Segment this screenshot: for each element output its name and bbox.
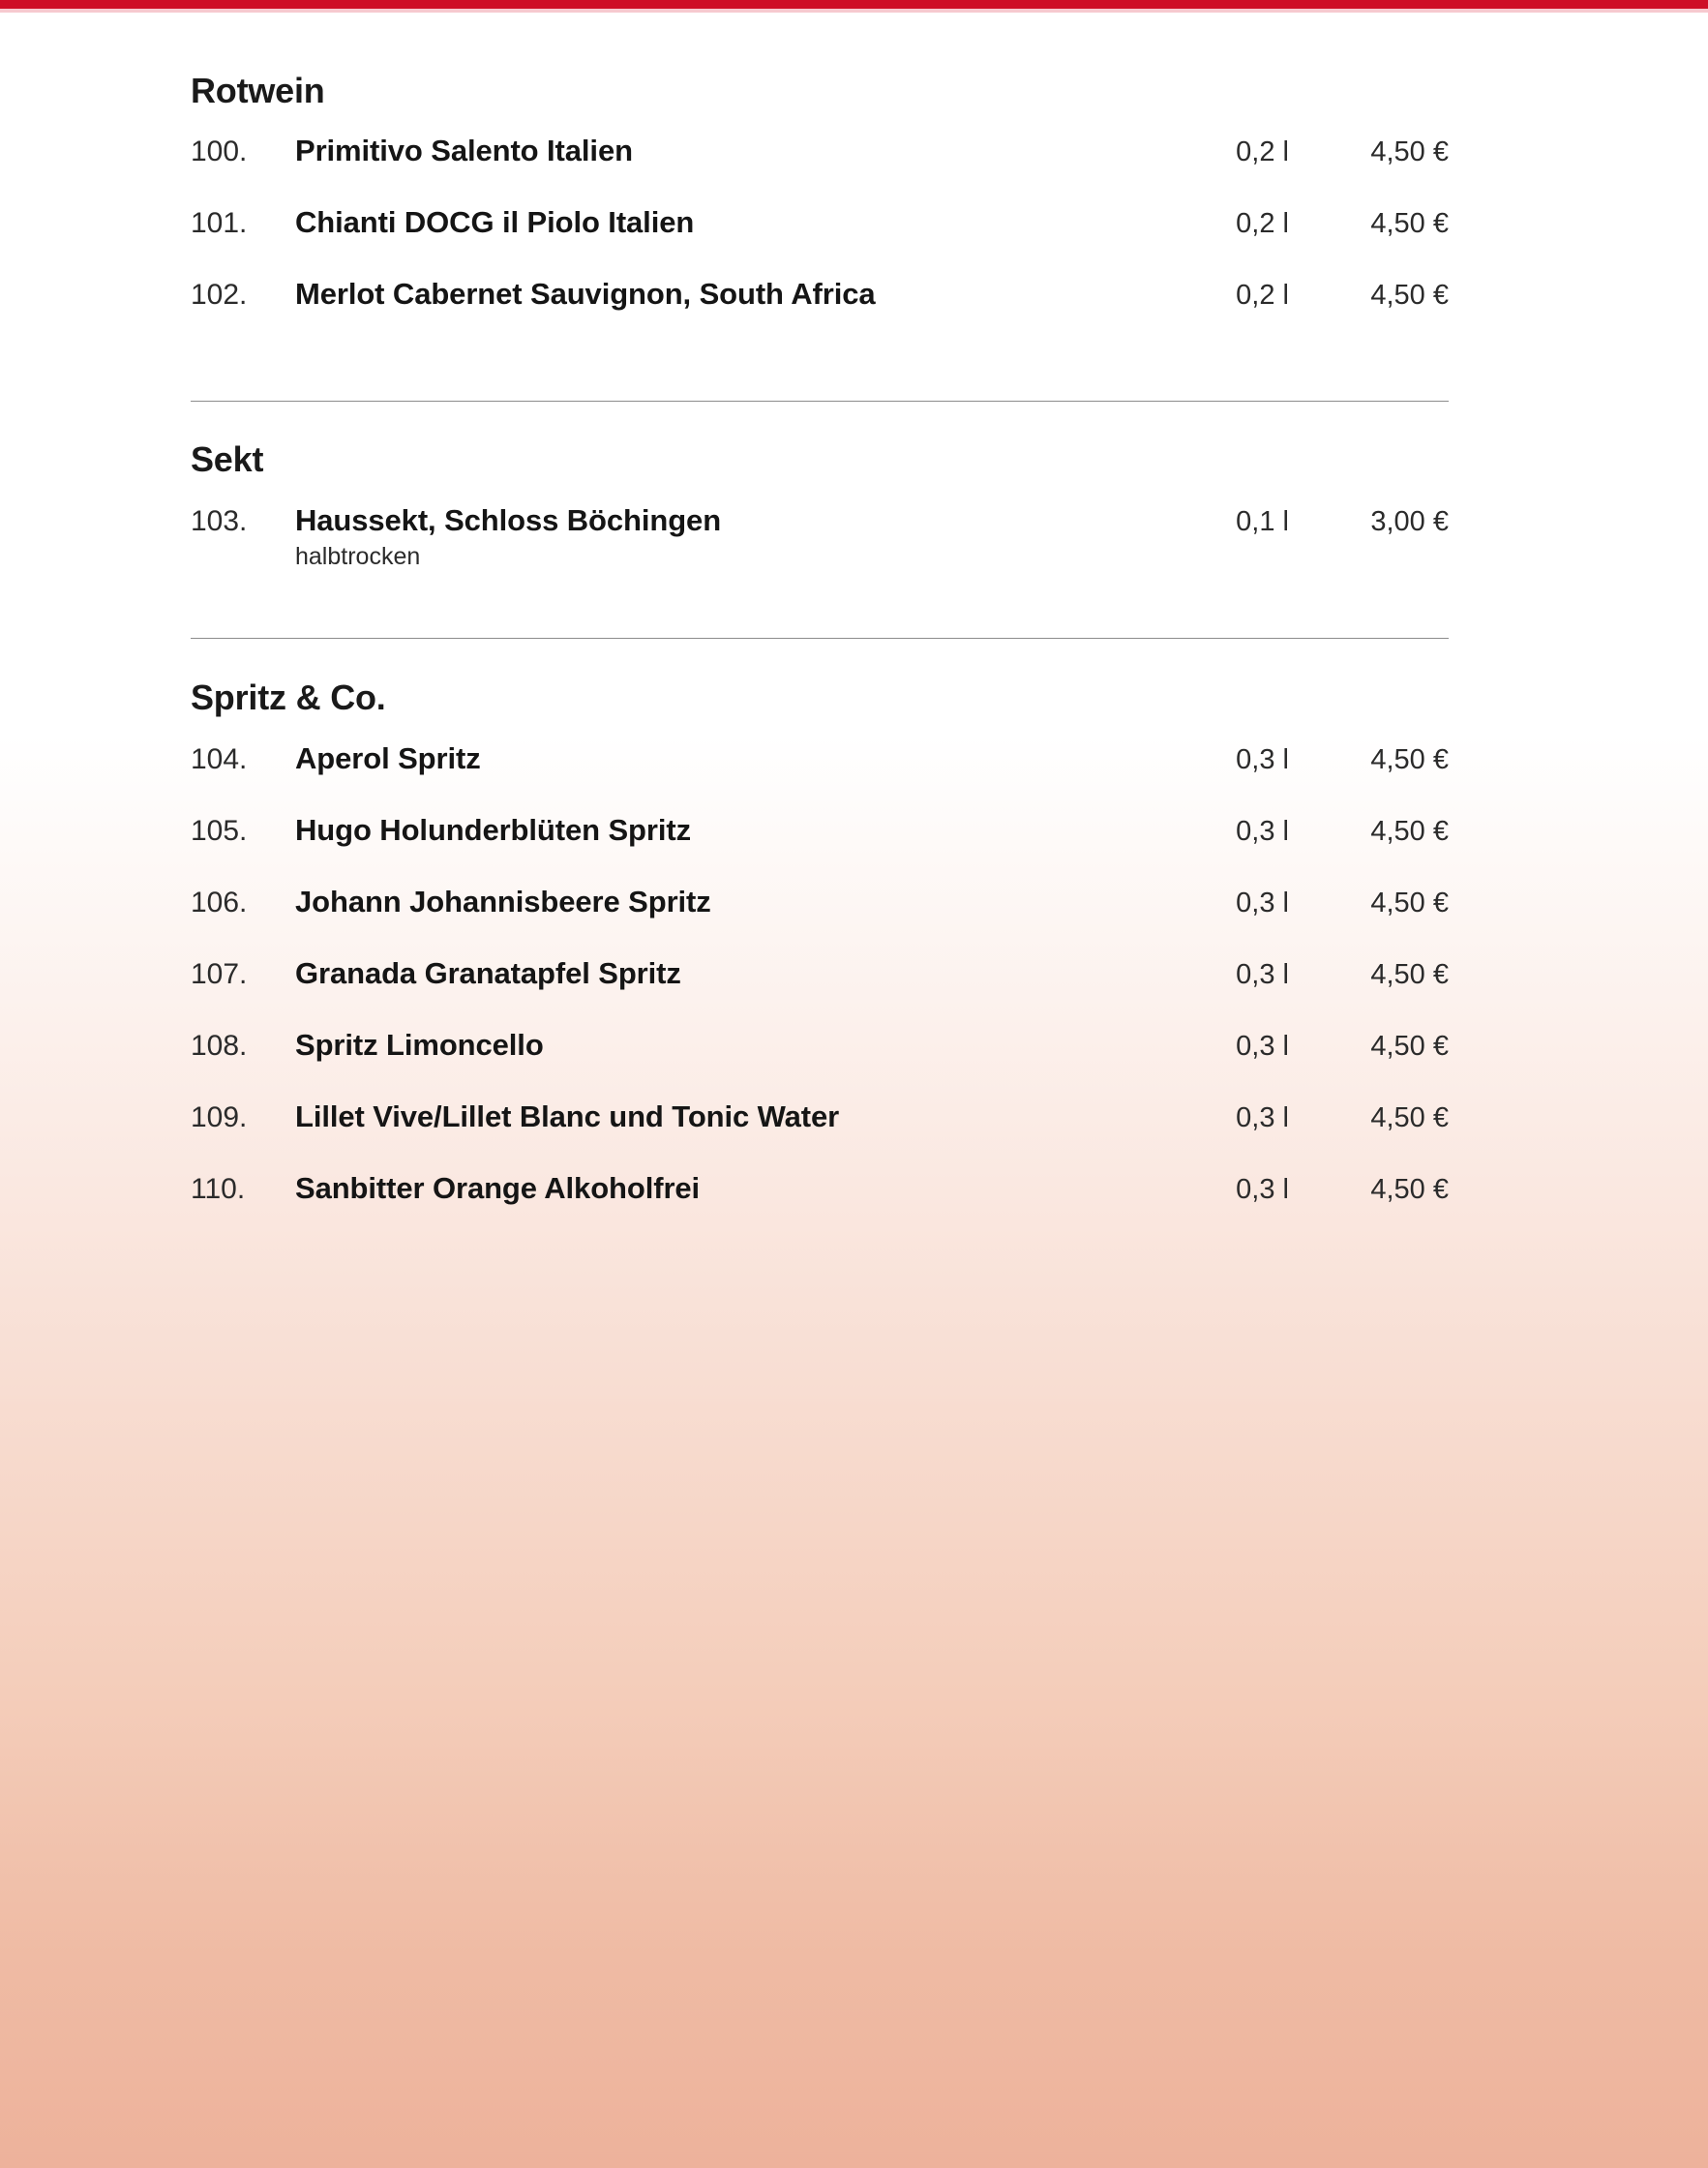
item-volume: 0,1 l <box>1236 506 1289 537</box>
item-name: Chianti DOCG il Piolo Italien <box>295 205 695 239</box>
item-name-wrapper <box>295 504 1124 572</box>
menu-item <box>191 206 1449 278</box>
item-name: Johann Johannisbeere Spritz <box>295 884 711 918</box>
item-volume: 0,2 l <box>1236 280 1289 311</box>
item-number: 110. <box>191 1172 246 1205</box>
item-number: 105. <box>191 814 248 847</box>
item-name: Aperol Spritz <box>295 740 481 775</box>
item-volume: 0,3 l <box>1236 815 1289 847</box>
item-number: 103. <box>191 505 248 537</box>
item-volume: 0,3 l <box>1236 1101 1289 1133</box>
item-name-wrapper <box>295 1172 1124 1206</box>
item-name-wrapper <box>295 814 1124 848</box>
item-price: 4,50 € <box>1370 1030 1449 1062</box>
item-price: 4,50 € <box>1370 887 1449 918</box>
menu-item <box>191 1172 1449 1244</box>
menu-section-spritz <box>191 639 1449 1244</box>
section-title: Spritz & Co. <box>191 677 386 717</box>
menu-item <box>191 504 1449 572</box>
item-price: 4,50 € <box>1370 136 1449 167</box>
menu-item <box>191 1029 1449 1100</box>
item-number: 101. <box>191 207 248 239</box>
item-name: Sanbitter Orange Alkoholfrei <box>295 1170 701 1205</box>
item-name-wrapper <box>295 206 1124 240</box>
menu-item <box>191 957 1449 1029</box>
item-number: 109. <box>191 1100 248 1133</box>
item-number: 106. <box>191 886 248 918</box>
item-volume: 0,2 l <box>1236 136 1289 167</box>
item-name-wrapper <box>295 1100 1124 1134</box>
menu-item <box>191 814 1449 886</box>
item-number: 104. <box>191 742 248 775</box>
item-name-wrapper <box>295 135 1124 168</box>
item-volume: 0,3 l <box>1236 743 1289 775</box>
item-name: Lillet Vive/Lillet Blanc und Tonic Water <box>295 1099 840 1133</box>
item-name-wrapper <box>295 278 1124 312</box>
item-price: 4,50 € <box>1370 743 1449 775</box>
item-price: 4,50 € <box>1370 958 1449 990</box>
item-number: 102. <box>191 279 248 311</box>
menu-content <box>191 0 1449 1244</box>
item-name-wrapper <box>295 1029 1124 1063</box>
section-title: Rotwein <box>191 71 325 110</box>
menu-section-rotwein <box>191 0 1449 349</box>
item-price: 4,50 € <box>1370 1173 1449 1205</box>
item-price: 4,50 € <box>1370 1101 1449 1133</box>
menu-item <box>191 278 1449 349</box>
item-name: Primitivo Salento Italien <box>295 134 633 167</box>
item-price: 4,50 € <box>1370 280 1449 311</box>
item-name: Granada Granatapfel Spritz <box>295 955 681 990</box>
item-number: 107. <box>191 957 248 990</box>
item-price: 3,00 € <box>1370 506 1449 537</box>
item-volume: 0,2 l <box>1236 208 1289 239</box>
item-name-wrapper <box>295 957 1124 991</box>
item-number: 108. <box>191 1029 248 1062</box>
menu-item <box>191 886 1449 957</box>
item-description: halbtrocken <box>295 542 421 570</box>
item-volume: 0,3 l <box>1236 958 1289 990</box>
item-name: Spritz Limoncello <box>295 1027 544 1062</box>
menu-item <box>191 742 1449 814</box>
item-volume: 0,3 l <box>1236 887 1289 918</box>
item-name: Merlot Cabernet Sauvignon, South Africa <box>295 277 876 311</box>
item-price: 4,50 € <box>1370 815 1449 847</box>
item-price: 4,50 € <box>1370 208 1449 239</box>
item-name-wrapper <box>295 886 1124 919</box>
item-volume: 0,3 l <box>1236 1173 1289 1205</box>
item-number: 100. <box>191 136 248 167</box>
menu-item <box>191 1100 1449 1172</box>
item-volume: 0,3 l <box>1236 1030 1289 1062</box>
menu-section-sekt <box>191 402 1449 572</box>
item-name: Haussekt, Schloss Böchingen <box>295 503 722 537</box>
item-name-wrapper <box>295 742 1124 776</box>
section-title: Sekt <box>191 439 264 479</box>
item-name: Hugo Holunderblüten Spritz <box>295 812 691 847</box>
menu-item <box>191 135 1449 206</box>
